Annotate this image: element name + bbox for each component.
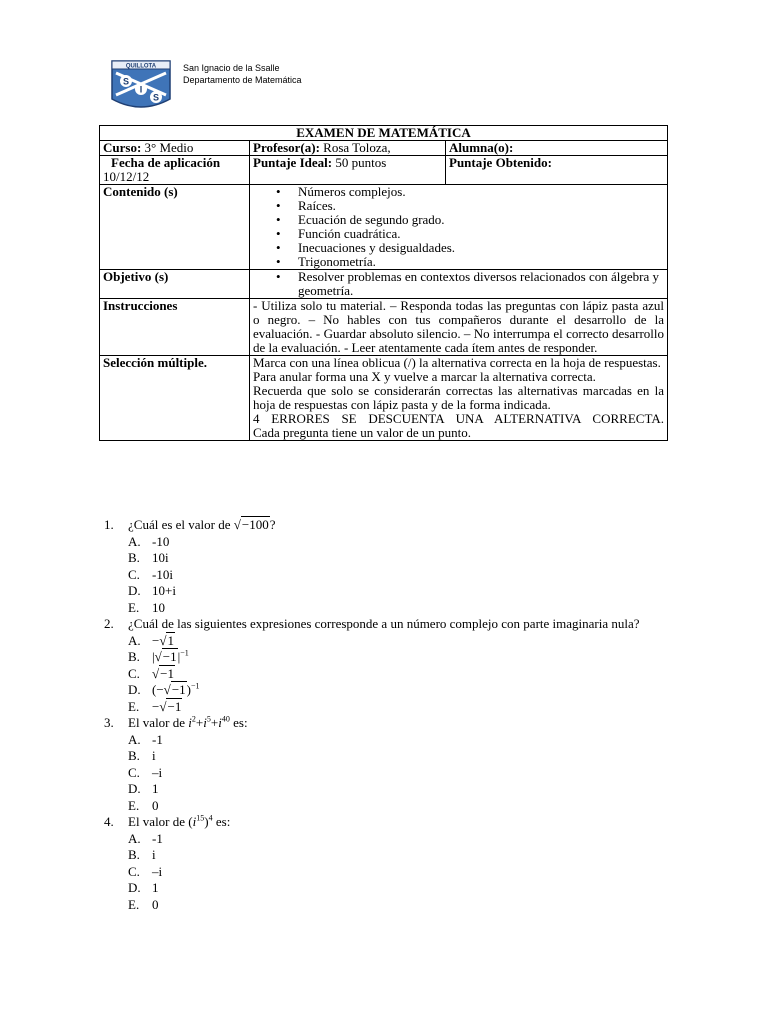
question-text: [128, 715, 664, 732]
option-expression: $(-√-1)^{-1}$: [152, 681, 200, 697]
option[interactable]: [128, 732, 664, 749]
puntaje-obtenido-cell[interactable]: [446, 156, 668, 185]
exponent: 4: [208, 813, 213, 823]
sqrt-expression: √−100: [233, 517, 269, 532]
option-text: -1: [152, 731, 163, 747]
contenido-label: Contenido (s): [100, 185, 250, 270]
option-text: 0: [152, 797, 159, 813]
fecha-cell: [100, 156, 250, 185]
profesor-value: Rosa Toloza,: [319, 140, 391, 155]
option-text: -10i: [152, 566, 173, 582]
contenido-list: [253, 185, 664, 269]
alumna-label: Alumna(o):: [449, 140, 514, 155]
option-expression: √−1: [152, 665, 174, 681]
option-letter: C.: [128, 764, 140, 780]
exponent: −1: [180, 648, 189, 658]
question-2: [104, 616, 664, 715]
option-letter: D.: [128, 583, 141, 598]
puntaje-ideal-cell: [250, 156, 446, 185]
option-expression: −√1: [152, 632, 174, 648]
question-text: [128, 517, 664, 534]
option-letter: C.: [128, 863, 140, 879]
fecha-value: 10/12/12: [103, 169, 150, 184]
question-number: 2.: [104, 616, 114, 631]
option-letter: D.: [128, 682, 141, 697]
exponent: 2: [191, 714, 196, 724]
school-name: San Ignacio de la Ssalle: [183, 63, 280, 73]
option-letter: A.: [128, 533, 141, 549]
base: i: [192, 814, 197, 829]
option-expression: −√−1: [152, 698, 182, 714]
option[interactable]: [128, 567, 664, 584]
option[interactable]: [128, 649, 664, 666]
power-expression: $(i^{15})^4$: [188, 813, 213, 829]
option-text: 10+i: [152, 583, 176, 598]
seleccion-line: Cada pregunta tiene un valor de un punto.: [253, 425, 472, 440]
exponent: 15: [196, 813, 205, 823]
option-letter: B.: [128, 550, 140, 565]
option-letter: A.: [128, 731, 141, 747]
option-expression: $|√-1|^{-1}$: [152, 648, 189, 664]
options-list: [128, 633, 664, 716]
school-logo: [110, 59, 172, 111]
contenido-item: • Función cuadrática.: [298, 227, 664, 241]
option[interactable]: [128, 583, 664, 600]
option[interactable]: [128, 781, 664, 798]
contenido-item: • Raíces.: [298, 199, 664, 213]
question-text-part: El valor de: [128, 715, 189, 730]
profesor-cell: [250, 141, 446, 156]
option-text: i: [152, 847, 156, 862]
option[interactable]: [128, 633, 664, 650]
expr-part: |: [152, 649, 155, 664]
option-text: 10i: [152, 550, 169, 565]
radicand: −1: [167, 698, 182, 714]
contenido-item: • Inecuaciones y desigualdades.: [298, 241, 664, 255]
question-list: [104, 517, 664, 913]
expr-part: |: [177, 649, 181, 664]
option-letter: C.: [128, 566, 140, 582]
option[interactable]: [128, 600, 664, 617]
option-text: –i: [152, 764, 163, 780]
question-text: ¿Cuál de las siguientes expresiones corresponde a un número complejo con parte imaginaria nula?: [128, 616, 640, 631]
option-text: 10: [152, 599, 165, 615]
option[interactable]: [128, 864, 664, 881]
plus-sign: +: [195, 715, 204, 730]
option-text: 1: [152, 781, 159, 796]
option[interactable]: [128, 699, 664, 716]
option[interactable]: [128, 798, 664, 815]
puntaje-ideal-value: 50 puntos: [332, 155, 387, 170]
option-letter: E.: [128, 797, 140, 813]
question-text-part: ¿Cuál es el valor de: [128, 517, 234, 532]
question-number: 4.: [104, 814, 114, 829]
logo-top-text: QUILLOTA: [125, 63, 157, 70]
power-expression: [188, 715, 230, 730]
option-letter: C.: [128, 665, 140, 681]
option[interactable]: [128, 880, 664, 897]
school-header: [183, 62, 302, 86]
option[interactable]: [128, 534, 664, 551]
instrucciones-label: Instrucciones: [100, 299, 250, 356]
objetivo-list: [253, 270, 664, 298]
option[interactable]: [128, 831, 664, 848]
option-text: 0: [152, 896, 159, 912]
base: i: [203, 715, 207, 730]
objetivo-item: • Resolver problemas en contextos diversos relacionados con álgebra y geometría.: [298, 270, 664, 298]
option[interactable]: [128, 765, 664, 782]
option-letter: D.: [128, 781, 141, 796]
contenido-item: • Trigonometría.: [298, 255, 664, 269]
option-letter: A.: [128, 632, 141, 648]
options-list: [128, 534, 664, 617]
contenido-cell: [250, 185, 668, 270]
option-text: i: [152, 748, 156, 763]
question-text-part: El valor de: [128, 814, 189, 829]
expr-part: ): [186, 682, 191, 697]
question-3: [104, 715, 664, 814]
puntaje-obtenido-label: Puntaje Obtenido:: [449, 155, 552, 170]
option[interactable]: [128, 550, 664, 567]
base: i: [218, 715, 222, 730]
option-letter: A.: [128, 830, 141, 846]
question-number: 3.: [104, 715, 114, 730]
seleccion-line: Para anular forma una X y vuelve a marcar la alternativa correcta.: [253, 369, 596, 384]
plus-sign: +: [210, 715, 219, 730]
contenido-item: • Números complejos.: [298, 185, 664, 199]
objetivo-label: Objetivo (s): [100, 270, 250, 299]
option-letter: E.: [128, 698, 140, 714]
exponent: −1: [191, 681, 200, 691]
option-letter: E.: [128, 599, 140, 615]
radicand: −1: [162, 649, 177, 664]
option[interactable]: [128, 748, 664, 765]
curso-label: Curso:: [103, 140, 142, 155]
curso-cell: [100, 141, 250, 156]
base: i: [188, 715, 192, 730]
option-text: –i: [152, 863, 163, 879]
seleccion-line: Marca con una línea oblicua (/) la alternativa correcta en la hoja de respuestas.: [253, 355, 661, 370]
exam-info-table: [99, 125, 668, 441]
expr-part: −: [152, 632, 160, 648]
option-letter: D.: [128, 880, 141, 895]
radicand: −100: [241, 517, 269, 532]
seleccion-line: Recuerda que solo se considerarán correctas las alternativas marcadas en la hoja de respuestas con lápiz pasta y de la forma indicada.: [253, 383, 664, 412]
exam-title: EXAMEN DE MATEMÁTICA: [100, 126, 668, 141]
expr-part: (−: [152, 682, 164, 697]
contenido-item: • Ecuación de segundo grado.: [298, 213, 664, 227]
option[interactable]: [128, 666, 664, 683]
radicand: −1: [171, 682, 186, 697]
seleccion-label: Selección múltiple.: [100, 356, 250, 441]
exponent: 5: [206, 714, 211, 724]
seleccion-cell: [250, 356, 668, 441]
exponent: 40: [221, 714, 230, 724]
option[interactable]: [128, 897, 664, 914]
option-text: 1: [152, 880, 159, 895]
options-list: [128, 831, 664, 914]
option-text: -10: [152, 533, 170, 549]
fecha-label: Fecha de aplicación: [111, 155, 221, 170]
instrucciones-text: - Utiliza solo tu material. – Responda todas las preguntas con lápiz pasta azul o negro. – No hables con tus compañeros durante el desarrollo de la evaluación. - Guardar absoluto silencio. – No interrumpa el correcto desarrollo de la evaluación. - Leer atentamente cada ítem antes de responder.: [250, 299, 668, 356]
question-1: [104, 517, 664, 616]
radicand: 1: [167, 632, 174, 648]
logo-letter-1: S: [122, 76, 130, 87]
department-name: Departamento de Matemática: [183, 75, 302, 85]
option-letter: B.: [128, 748, 140, 763]
options-list: [128, 732, 664, 815]
curso-value: 3° Medio: [141, 140, 194, 155]
logo-letter-2: I: [139, 84, 143, 95]
option-letter: B.: [128, 649, 140, 664]
puntaje-ideal-label: Puntaje Ideal:: [253, 155, 333, 170]
question-text: [128, 814, 664, 831]
expr-part: −: [152, 698, 160, 714]
question-number: 1.: [104, 517, 114, 532]
option-letter: B.: [128, 847, 140, 862]
profesor-label: Profesor(a):: [253, 140, 320, 155]
question-text-part: ?: [269, 517, 276, 532]
logo-letter-3: S: [152, 92, 160, 103]
option[interactable]: [128, 682, 664, 699]
alumna-cell[interactable]: [446, 141, 668, 156]
question-text-part: es:: [229, 715, 248, 730]
radicand: −1: [160, 665, 174, 681]
option-text: -1: [152, 830, 163, 846]
option[interactable]: [128, 847, 664, 864]
question-text-part: es:: [212, 814, 231, 829]
objetivo-cell: [250, 270, 668, 299]
option-letter: E.: [128, 896, 140, 912]
seleccion-line: 4 ERRORES SE DESCUENTA UNA ALTERNATIVA CORRECTA.: [253, 411, 664, 426]
question-4: [104, 814, 664, 913]
